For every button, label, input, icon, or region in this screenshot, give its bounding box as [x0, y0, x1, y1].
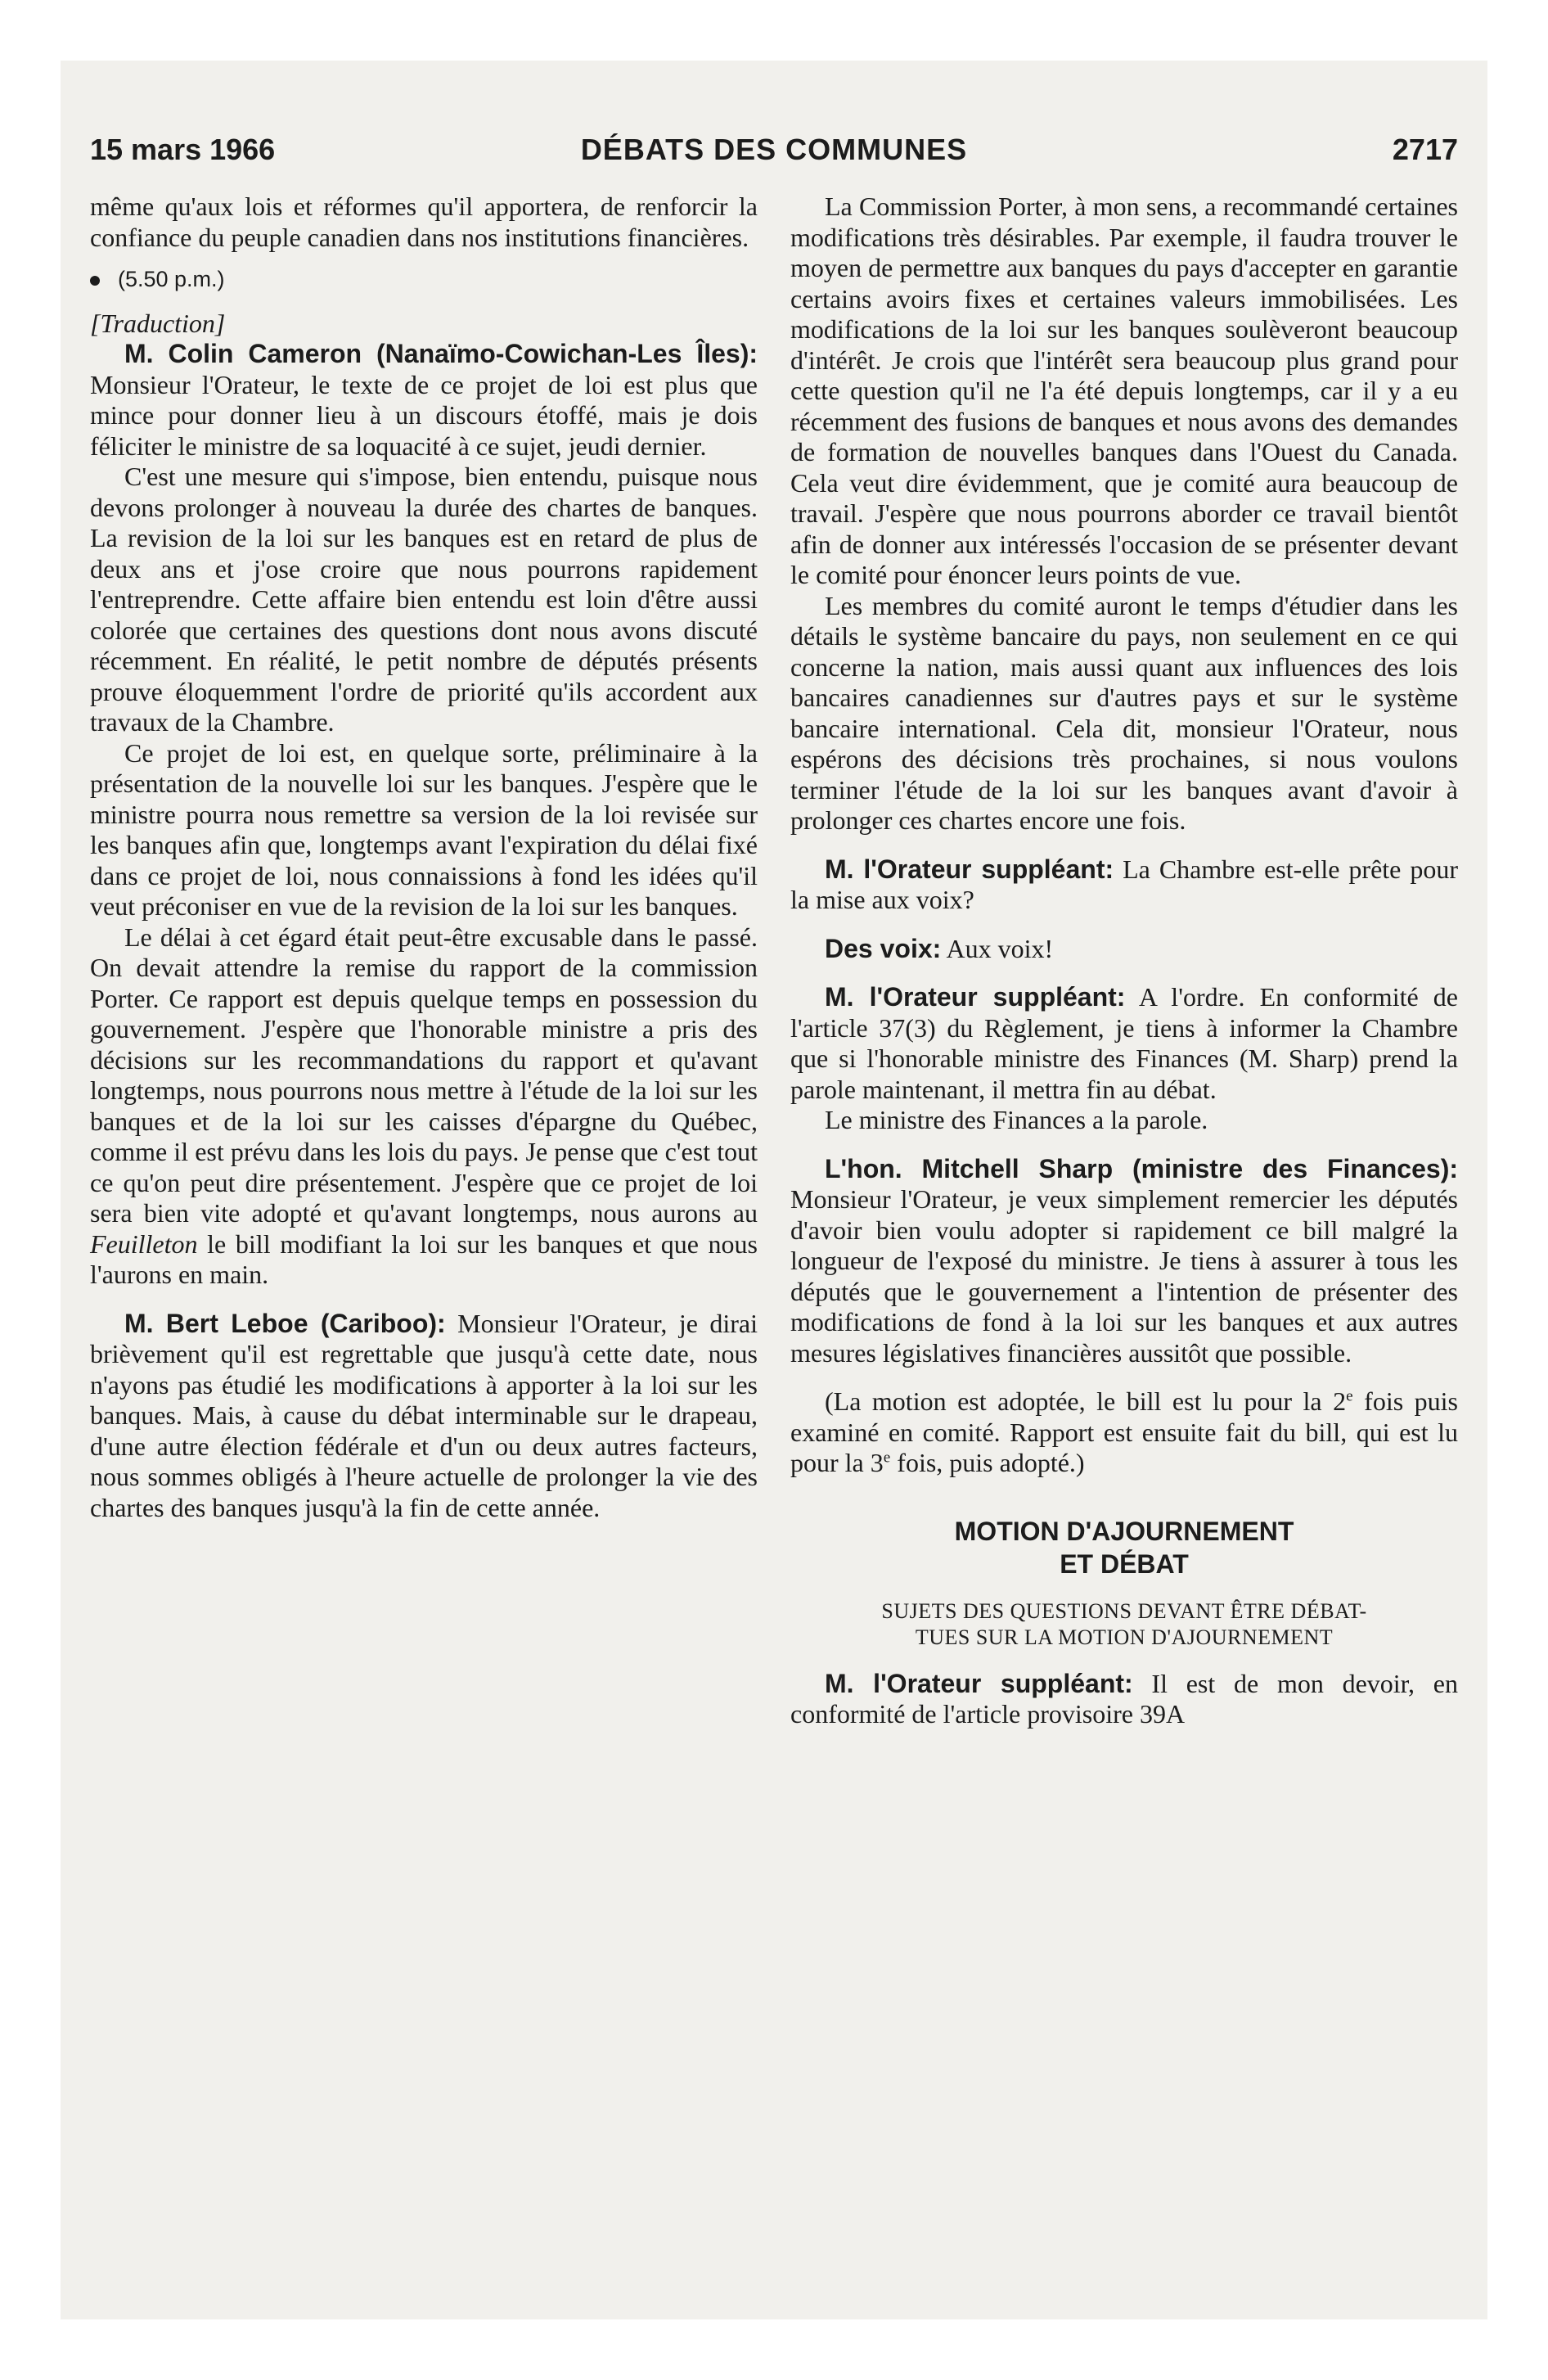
header-date: 15 mars 1966	[90, 133, 276, 166]
speaker-name: M. Colin Cameron (Nanaïmo-Cowichan-Les Îles):	[124, 339, 758, 368]
paragraph: Le ministre des Finances a la parole.	[825, 1105, 1208, 1134]
speaker-name: M. l'Orateur suppléant:	[825, 854, 1114, 884]
left-column	[90, 192, 758, 1523]
paragraph: M. Bert Leboe (Cariboo): Monsieur l'Orateur, je dirai brièvement qu'il est regrettable que jusqu'à cette date, nous n'ayons pas étudié les modifications à apporter à la loi sur les banques. Mais, à cause du débat interminable sur le drapeau, d'une autre élection fédérale et d'un ou deux autres facteurs, nous sommes obligés à l'heure actuelle de prolonger la vie des chartes des banques jusqu'à la fin de cette année.	[90, 1308, 758, 1522]
paragraph: M. l'Orateur suppléant: La Chambre est-elle prête pour la mise aux voix?	[790, 854, 1459, 914]
right-column	[790, 192, 1458, 1730]
paragraph: M. l'Orateur suppléant: Il est de mon devoir, en conformité de l'article provisoire 39A	[790, 1668, 1458, 1729]
paragraph: La Commission Porter, à mon sens, a recommandé certaines modifications très désirables. Par exemple, il faudra trouver le moyen de permettre aux banques du pays d'accepter en garantie certains avoirs fixes et certaines valeurs immobilisées. Les modifications de la loi sur les banques soulèveront beaucoup d'intérêt. Je crois que l'intérêt sera beaucoup plus grand pour cette question qu'il ne l'a été depuis longtemps, car il y a eu récemment des fusions de banques et nous avons des demandes de formation de nouvelles banques dans l'Ouest du Canada. Cela veut dire évidemment, que je comité aura beaucoup de travail. J'espère que nous pourrons aborder ce travail bientôt afin de donner aux intéressés l'occasion de se présenter devant le comité pour énoncer leurs points de vue.	[790, 192, 1458, 589]
page-number: 2717	[1392, 133, 1458, 166]
bullet-icon	[90, 276, 100, 286]
speaker-name: M. Bert Leboe (Cariboo):	[124, 1308, 446, 1338]
document-page	[61, 61, 1487, 2319]
paragraph: L'hon. Mitchell Sharp (ministre des Finances): Monsieur l'Orateur, je veux simplement remercier les députés d'avoir bien voulu adopter si rapidement ce bill malgré la longueur de l'exposé du ministre. Je tiens à assurer à tous les députés que le gouvernement a l'intention de présenter des modifications de fond à la loi sur les banques et aux autres mesures législatives financières aussitôt que possible.	[790, 1153, 1458, 1368]
paragraph: M. Colin Cameron (Nanaïmo-Cowichan-Les Îles): Monsieur l'Orateur, le texte de ce projet de loi est plus que mince pour donner lieu à un discours étoffé, mais je dois féliciter le ministre de sa loquacité à ce sujet, jeudi dernier.	[90, 339, 758, 461]
speaker-name: Des voix:	[825, 933, 942, 963]
section-subheading: SUJETS DES QUESTIONS DEVANT ÊTRE DÉBAT- TUES SUR LA MOTION D'AJOURNEMENT	[881, 1598, 1367, 1649]
paragraph: même qu'aux lois et réformes qu'il apportera, de renforcir la confiance du peuple canadien dans nos institutions financières.	[90, 192, 758, 252]
section-heading: MOTION D'AJOURNEMENT ET DÉBAT	[954, 1516, 1294, 1579]
header-title: DÉBATS DES COMMUNES	[580, 133, 968, 166]
italic-word: Feuilleton	[90, 1228, 198, 1259]
time-stamp: (5.50 p.m.)	[90, 264, 758, 295]
page-header	[90, 133, 1458, 178]
paragraph: Des voix: Aux voix!	[825, 933, 1054, 963]
paragraph: (La motion est adoptée, le bill est lu pour la 2e fois puis examiné en comité. Rapport est ensuite fait du bill, qui est lu pour la 3e fois, puis adopté.)	[790, 1386, 1459, 1477]
speaker-name: M. l'Orateur suppléant:	[825, 1668, 1133, 1698]
speaker-name: L'hon. Mitchell Sharp (ministre des Finances):	[825, 1153, 1458, 1183]
paragraph: C'est une mesure qui s'impose, bien entendu, puisque nous devons prolonger à nouveau la durée des chartes de banques. La revision de la loi sur les banques est en retard de plus de deux ans et j'ose croire que nous pourrons rapidement l'entreprendre. Cette affaire bien entendu est loin d'être aussi colorée que certaines des questions dont nous avons discuté récemment. En réalité, le petit nombre de députés présents prouve éloquemment l'ordre de priorité qu'ils accordent aux travaux de la Chambre.	[90, 462, 758, 737]
paragraph: Les membres du comité auront le temps d'étudier dans les détails le système bancaire du pays, non seulement en ce qui concerne la nation, mais aussi quant aux influences des lois bancaires canadiennes sur d'autres pays et sur le système bancaire international. Cela dit, monsieur l'Orateur, nous espérons des décisions très prochaines, si nous voulons terminer l'étude de la loi sur les banques avant d'avoir à prolonger ces chartes encore une fois.	[790, 590, 1458, 835]
paragraph: Le délai à cet égard était peut-être excusable dans le passé. On devait attendre la remise du rapport de la commission Porter. Ce rapport est depuis quelque temps en possession du gouvernement. J'espère que l'honorable ministre a pris des décisions sur les recommandations du rapport et qu'avant longtemps, nous pourrons nous mettre à l'étude de la loi sur les banques et de la loi sur les caisses d'épargne du Québec, comme il est prévu dans les lois du pays. Je pense que c'est tout ce qu'on peut dire présentement. J'espère que ce projet de loi sera bien vite adopté et qu'avant longtemps, nous aurons au Feuilleton le bill modifiant la loi sur les banques et que nous l'aurons en main.	[90, 922, 758, 1289]
paragraph: Ce projet de loi est, en quelque sorte, préliminaire à la présentation de la nouvelle loi sur les banques. J'espère que le ministre pourra nous remettre sa version de la loi revisée sur les banques afin que, longtemps avant l'expiration du délai fixé dans ce projet de loi, nous connaissions à fond les idées qu'il veut préconiser en vue de la revision de la loi sur les banques.	[90, 737, 758, 921]
translation-note: [Traduction]	[90, 308, 226, 338]
speaker-name: M. l'Orateur suppléant:	[825, 982, 1126, 1012]
paragraph: M. l'Orateur suppléant: A l'ordre. En conformité de l'article 37(3) du Règlement, je tiens à informer la Chambre que si l'honorable ministre des Finances (M. Sharp) prend la parole maintenant, il mettra fin au débat.	[790, 982, 1459, 1104]
